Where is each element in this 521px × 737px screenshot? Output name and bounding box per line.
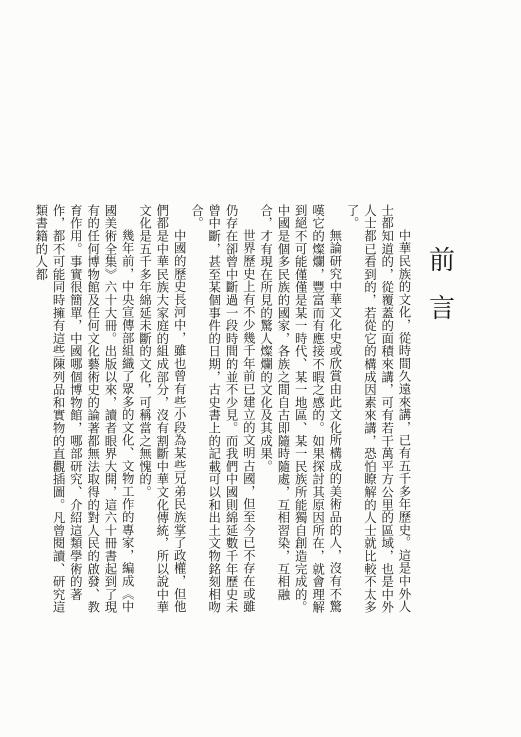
page-title [425,248,459,344]
paragraph-3: 世界歷史上有不少幾千年前已建立的文明古國，但至今已不存在或雖仍存在卻曾中斷過一段時間的並不少見。而我們中國則綿延數千年歷史未曾中斷，甚至某個事件的日期，古史書上的記載可以和出土文物銘刻相吻合。 [189,204,257,614]
paragraph-4: 中國的歷史長河中，雖也曾有些小段為某些兄弟民族掌了政權，但他們都是中華民族大家庭的組成部分，沒有割斷中華文化傳統，所以說中華文化是五千多年綿延未斷的文化，可稱當之無愧的。 [137,204,188,614]
paragraph-5: 幾年前，中央宣傳部組織了眾多的文化、文物工作的專家，編成《中國美術全集》六十大冊。出版以來，讀者眼界大開，這六十冊書起到了現有的任何博物館及任何文化藝術史的論著都無法取得的對人民的啟發、教育作用。事實很簡單，中國哪個博物館，哪部研究、介紹這類學術的著作，都不可能同時擁有這些陳列品和實物的直觀插圖。凡曾閱讀、研究這類書籍的人都 [33,204,136,614]
preface-body [33,204,413,614]
paragraph-1: 中華民族的文化，從時間久遠來講，已有五千多年歷史。這是中外人士都知道的，從覆蓋的面積來講，可有若干萬平方公里的區域，也是中外人士都已看到的，若從它的構成因素來講，恐怕瞭解的人士就比較不太多了。 [345,204,412,614]
title-char-1: 前 [428,246,455,276]
paragraph-2: 無論研究中華文化史或欣賞由此文化所構成的美術品的人，沒有不驚嘆它的燦爛，豐富而有應接不暇之感的。如果探討其原因所在，就會理解到絕不可能僅僅是某一時代、某一地區、某一民族所能獨自創造完成的。中國是個多民族的國家，各族之間自古即隨時隨處，互相習染，互相融合，才有現在所見的驚人燦爛的文化及其成果。 [258,204,343,614]
title-char-2: 言 [428,294,455,324]
